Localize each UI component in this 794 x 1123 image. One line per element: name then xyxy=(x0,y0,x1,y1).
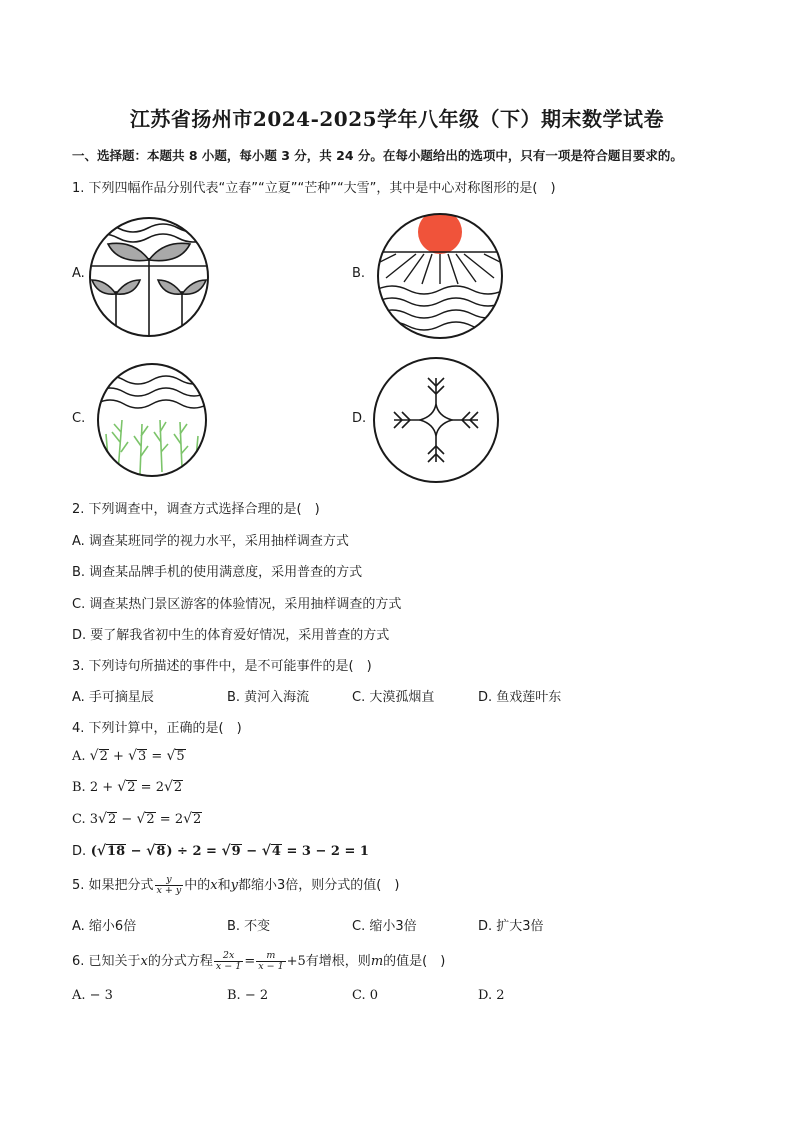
q6-option-d: D. 2 xyxy=(478,988,505,1003)
radicand: 2 xyxy=(193,812,202,827)
q6-stem-mid: 的分式方程 xyxy=(147,954,213,969)
q5-stem-post: 都缩小3倍，则分式的值( ) xyxy=(238,878,400,893)
q5-option-d: D. 扩大3倍 xyxy=(478,919,544,934)
variable-y: y xyxy=(230,878,239,893)
minus-sign: − xyxy=(246,844,258,859)
q6-stem-pre: 6. 已知关于 xyxy=(72,954,141,969)
radicand: 3 xyxy=(137,749,147,764)
coefficient: 3 xyxy=(89,812,99,827)
fraction xyxy=(214,951,243,972)
q5-option-b: B. 不变 xyxy=(227,919,271,934)
radicand: 8 xyxy=(156,844,166,859)
q3-stem: 3. 下列诗句所描述的事件中，是不可能事件的是( ) xyxy=(72,659,372,674)
q2-stem: 2. 下列调查中，调查方式选择合理的是( ) xyxy=(72,502,320,517)
q5-stem xyxy=(72,874,399,896)
q3-option-d: D. 鱼戏莲叶东 xyxy=(478,690,562,705)
variable-m: m xyxy=(370,954,384,969)
plus-sign: + xyxy=(113,749,124,764)
q6-stem xyxy=(72,950,445,972)
q5-stem-pre: 5. 如果把分式 xyxy=(72,878,154,893)
radicand: 2 xyxy=(127,780,136,795)
minus-sign: − xyxy=(130,844,142,859)
q4-option-b: B. 2 + √2 = 2√2 xyxy=(72,779,183,795)
lixia-figure xyxy=(376,212,504,340)
q1-label-c: C. xyxy=(72,411,86,426)
mangzhong-figure xyxy=(96,362,208,478)
lichun-figure xyxy=(88,216,210,338)
q4-option-c: C. 3√2 − √2 = 2√2 xyxy=(72,811,202,827)
paren-close: ) xyxy=(166,844,173,859)
fraction xyxy=(155,875,184,896)
equals-sign: = xyxy=(140,780,152,795)
section-heading: 一、选择题：本题共 8 小题，每小题 3 分，共 24 分。在每小题给出的选项中，只有一项是符合题目要求的。 xyxy=(72,148,683,163)
q4-stem: 4. 下列计算中，正确的是( ) xyxy=(72,721,242,736)
radicand: 2 xyxy=(99,749,108,764)
fraction-denominator: x − 1 xyxy=(258,961,284,972)
q1-label-d: D. xyxy=(352,411,367,426)
minus-sign: − xyxy=(121,812,133,827)
variable-x: x xyxy=(140,954,148,969)
q2-option-c: C. 调查某热门景区游客的体验情况，采用抽样调查的方式 xyxy=(72,597,402,612)
result-expression: = 3 − 2 = 1 xyxy=(286,844,369,859)
q1-label-b: B. xyxy=(352,266,366,281)
q4-label-b: B. xyxy=(72,780,86,795)
q3-option-c: C. 大漠孤烟直 xyxy=(352,690,435,705)
q4-option-a: A. √2 + √3 = √5 xyxy=(72,748,185,764)
q6-option-b: B. − 2 xyxy=(227,988,269,1003)
fraction-numerator: m xyxy=(256,951,285,962)
q5-option-a: A. 缩小6倍 xyxy=(72,919,137,934)
q6-option-c: C. 0 xyxy=(352,988,379,1003)
radicand: 2 xyxy=(146,812,155,827)
number: 2 xyxy=(89,780,99,795)
q5-stem-mid: 中的 xyxy=(184,878,211,893)
q5-option-c: C. 缩小3倍 xyxy=(352,919,417,934)
page-title: 江苏省扬州市2024-2025学年八年级（下）期末数学试卷 xyxy=(129,107,665,131)
q2-option-a: A. 调查某班同学的视力水平，采用抽样调查方式 xyxy=(72,534,349,549)
equals-sign: = xyxy=(151,749,163,764)
fraction-denominator: x + y xyxy=(156,885,182,896)
q4-label-c: C. xyxy=(72,812,86,827)
q5-and: 和 xyxy=(217,878,231,893)
division-expression: ÷ 2 = xyxy=(177,844,217,859)
q3-option-a: A. 手可摘星辰 xyxy=(72,690,154,705)
q3-option-b: B. 黄河入海流 xyxy=(227,690,310,705)
q1-stem: 1. 下列四幅作品分别代表“立春”“立夏”“芒种”“大雪”，其中是中心对称图形的是( ) xyxy=(72,181,556,196)
variable-x: x xyxy=(210,878,218,893)
radicand: 18 xyxy=(107,844,126,859)
q2-option-d: D. 要了解我省初中生的体育爱好情况，采用普查的方式 xyxy=(72,628,390,643)
q4-option-d: D. (√18 − √8) ÷ 2 = √9 − √4 = 3 − 2 = 1 xyxy=(72,843,369,859)
paren-open: ( xyxy=(90,844,97,859)
equals-sign: = xyxy=(244,954,256,969)
plus-sign: + xyxy=(102,780,114,795)
coefficient: 2 xyxy=(174,812,184,827)
equals-sign: = xyxy=(159,812,171,827)
q6-stem-mid2: 有增根，则 xyxy=(305,954,371,969)
q2-option-b: B. 调查某品牌手机的使用满意度，采用普查的方式 xyxy=(72,565,363,580)
radicand: 9 xyxy=(231,844,241,859)
radicand: 5 xyxy=(176,749,185,764)
radicand: 2 xyxy=(173,780,183,795)
q4-label-d: D. xyxy=(72,844,87,859)
q1-label-a: A. xyxy=(72,266,85,281)
q6-stem-post: 的值是( ) xyxy=(383,954,446,969)
q4-label-a: A. xyxy=(72,749,86,764)
daxue-figure xyxy=(372,356,500,484)
q6-option-a: A. − 3 xyxy=(72,988,113,1003)
radicand: 4 xyxy=(271,844,281,859)
plus-five: +5 xyxy=(286,954,306,969)
fraction-denominator: x − 1 xyxy=(215,961,242,972)
fraction-numerator: y xyxy=(155,875,184,886)
coefficient: 2 xyxy=(155,780,164,795)
radicand: 2 xyxy=(107,812,117,827)
fraction xyxy=(256,951,285,972)
fraction-numerator: 2x xyxy=(214,951,243,962)
